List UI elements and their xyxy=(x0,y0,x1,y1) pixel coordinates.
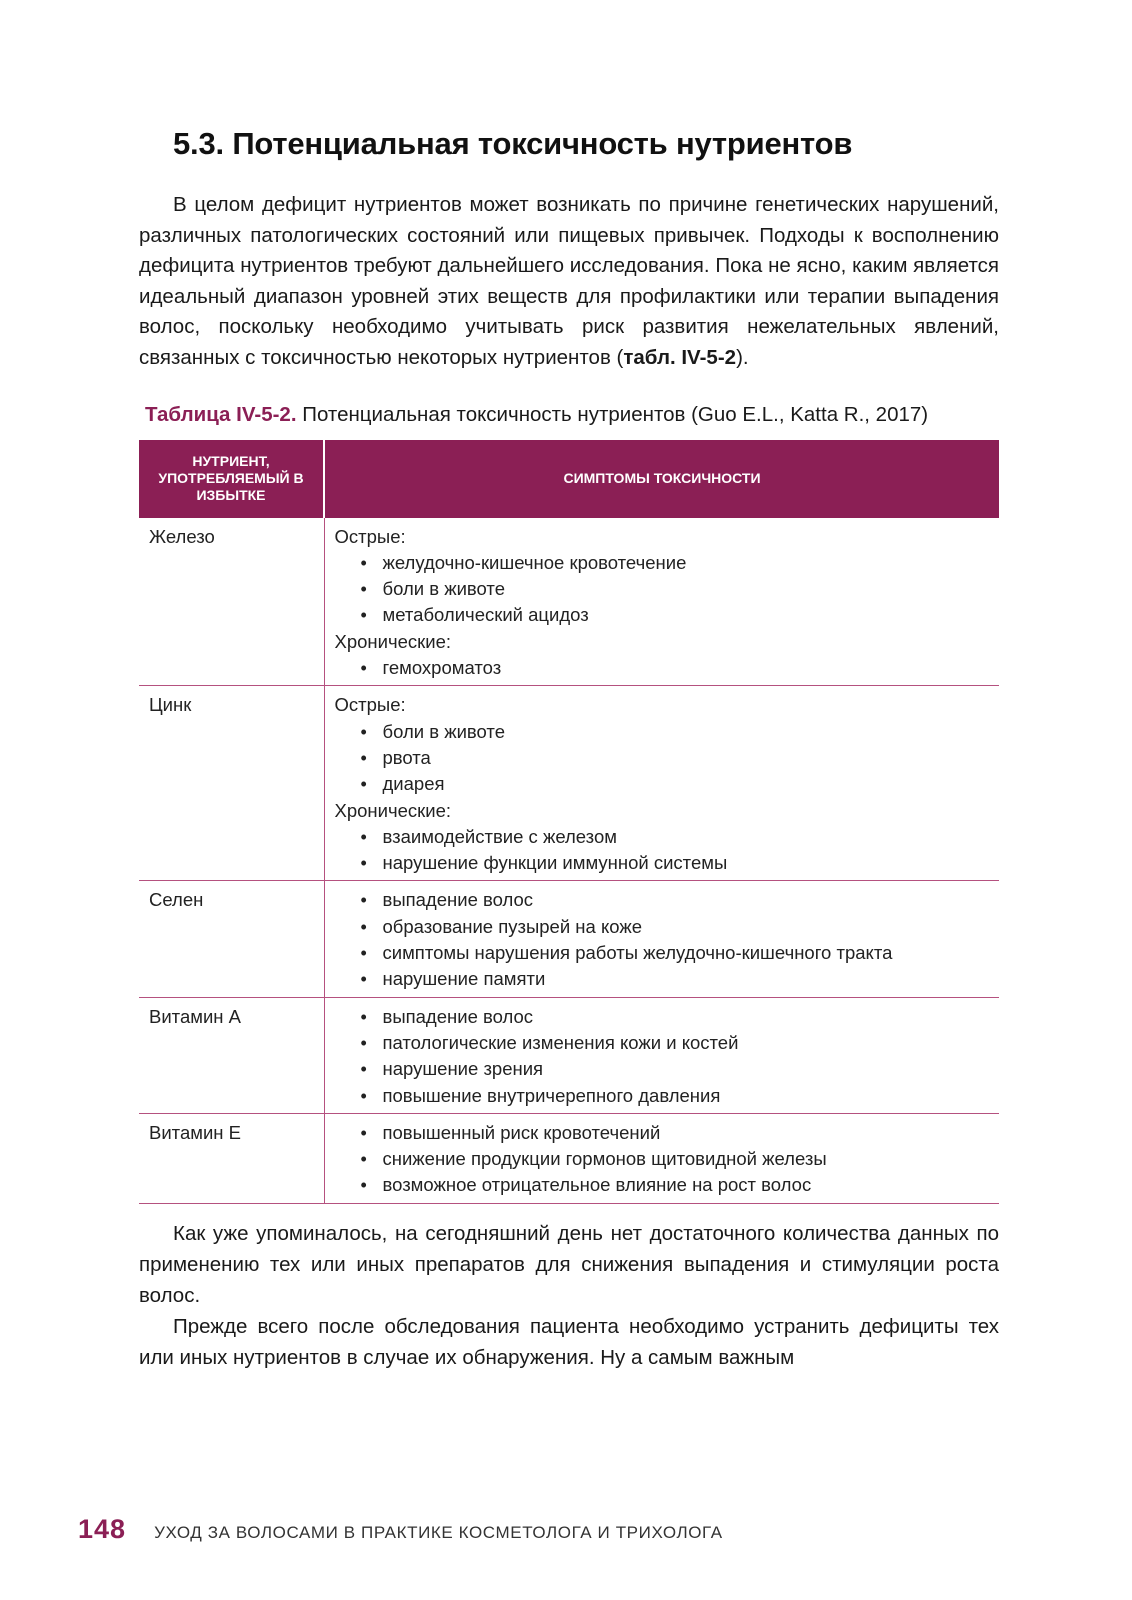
nutrient-cell: Цинк xyxy=(139,686,324,881)
page-number: 148 xyxy=(78,1514,127,1544)
symptom-group-title: Хронические: xyxy=(334,630,452,652)
closing-paragraph-1: Как уже упоминалось, на сегодняшний день нет достаточного количества данных по применению тех или иных препаратов для снижения выпадения и стимуляции роста волос. xyxy=(139,1221,999,1307)
closing-paragraphs xyxy=(139,1218,999,1373)
symptoms-cell xyxy=(324,518,999,686)
table-header-row xyxy=(139,440,999,518)
table-caption-text: Потенциальная токсичность нутриентов (Guo E.L., Katta R., 2017) xyxy=(296,402,929,426)
header-nutrient: НУТРИЕНТ, УПОТРЕБЛЯЕМЫЙ В ИЗБЫТКЕ xyxy=(139,440,324,518)
nutrient-cell: Витамин А xyxy=(139,997,324,1113)
symptom-item: • нарушение функции иммунной системы xyxy=(373,850,990,876)
table-caption-label: Таблица IV-5-2. xyxy=(145,402,297,426)
symptom-item: • выпадение волос xyxy=(373,887,990,913)
symptom-list xyxy=(335,887,990,992)
table-row xyxy=(139,1113,999,1203)
intro-text-after: ). xyxy=(736,345,749,369)
symptom-item: • симптомы нарушения работы желудочно-кишечного тракта xyxy=(373,940,990,966)
page-content xyxy=(139,126,999,1373)
symptom-item: • выпадение волос xyxy=(373,1004,990,1030)
table-row xyxy=(139,881,999,997)
closing-paragraph-2: Прежде всего после обследования пациента необходимо устранить дефициты тех или иных нутриентов в случае их обнаружения. Ну а самым важным xyxy=(139,1314,999,1369)
symptom-list xyxy=(335,1004,990,1109)
table-row xyxy=(139,518,999,686)
nutrient-cell: Селен xyxy=(139,881,324,997)
symptom-item: • диарея xyxy=(373,771,990,797)
symptom-item: • нарушение памяти xyxy=(373,966,990,992)
symptoms-cell xyxy=(324,881,999,997)
symptom-list xyxy=(335,719,990,798)
symptom-item: • повышение внутричерепного давления xyxy=(373,1083,990,1109)
intro-text-before: В целом дефицит нутриентов может возникать по причине генетических нарушений, различных патологических состояний или пищевых привычек. Подходы к восполнению дефицита нутриентов требуют дальнейшего исследования. Пока не ясно, каким является идеальный диапазон уровней этих веществ для профилактики или терапии выпадения волос, поскольку необходимо учитывать риск развития нежелательных явлений, связанных с токсичностью некоторых нутриентов ( xyxy=(139,193,999,369)
symptom-group-title: Острые: xyxy=(334,525,406,547)
intro-paragraph xyxy=(139,190,999,374)
symptoms-cell xyxy=(324,1113,999,1203)
symptoms-cell xyxy=(324,686,999,881)
symptom-item: • желудочно-кишечное кровотечение xyxy=(373,550,990,576)
symptom-list xyxy=(335,1120,990,1199)
symptom-list xyxy=(335,824,990,877)
header-symptoms: СИМПТОМЫ ТОКСИЧНОСТИ xyxy=(324,440,999,518)
table-body xyxy=(139,518,999,1204)
symptom-item: • возможное отрицательное влияние на рост волос xyxy=(373,1172,990,1198)
symptom-item: • взаимодействие с железом xyxy=(373,824,990,850)
symptom-group-title: Хронические: xyxy=(334,799,452,821)
table-caption xyxy=(145,400,999,430)
table-reference: табл. IV-5-2 xyxy=(623,345,737,369)
symptom-item: • снижение продукции гормонов щитовидной железы xyxy=(373,1146,990,1172)
symptoms-cell xyxy=(324,997,999,1113)
toxicity-table xyxy=(139,440,999,1204)
symptom-item: • боли в животе xyxy=(373,576,990,602)
nutrient-cell: Витамин Е xyxy=(139,1113,324,1203)
symptom-list xyxy=(335,655,990,681)
symptom-item: • рвота xyxy=(373,745,990,771)
nutrient-cell: Железо xyxy=(139,518,324,686)
running-title: УХОД ЗА ВОЛОСАМИ В ПРАКТИКЕ КОСМЕТОЛОГА И ТРИХОЛОГА xyxy=(154,1523,723,1542)
table-row xyxy=(139,686,999,881)
section-title: 5.3. Потенциальная токсичность нутриентов xyxy=(173,126,853,161)
symptom-item: • нарушение зрения xyxy=(373,1056,990,1082)
table-row xyxy=(139,997,999,1113)
symptom-item: • образование пузырей на коже xyxy=(373,914,990,940)
symptom-group-title: Острые: xyxy=(334,694,406,716)
symptom-item: • метаболический ацидоз xyxy=(373,602,990,628)
symptom-item: • боли в животе xyxy=(373,719,990,745)
symptom-item: • патологические изменения кожи и костей xyxy=(373,1030,990,1056)
symptom-item: • повышенный риск кровотечений xyxy=(373,1120,990,1146)
symptom-item: • гемохроматоз xyxy=(373,655,990,681)
symptom-list xyxy=(335,550,990,629)
page-footer xyxy=(78,1514,723,1545)
